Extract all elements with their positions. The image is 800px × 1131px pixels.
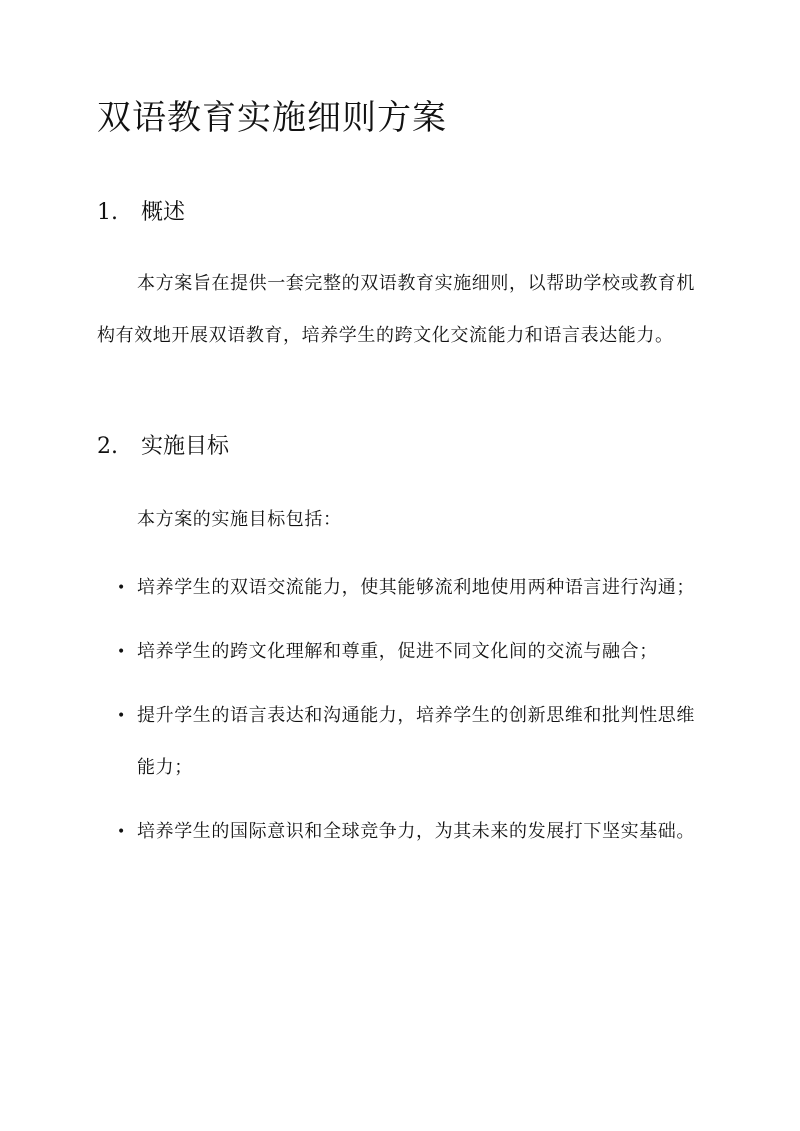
list-item-text: 培养学生的国际意识和全球竞争力，为其未来的发展打下坚实基础。 xyxy=(137,821,695,842)
goals-list xyxy=(97,562,702,870)
list-item-text: 培养学生的跨文化理解和尊重，促进不同文化间的交流与融合； xyxy=(137,641,658,662)
goals-intro: 本方案的实施目标包括： xyxy=(137,509,342,530)
list-item xyxy=(97,806,702,858)
list-item xyxy=(97,626,702,678)
section-number: 1. xyxy=(97,200,118,225)
bullet-icon: • xyxy=(117,708,126,724)
overview-paragraph: 本方案旨在提供一套完整的双语教育实施细则，以帮助学校或教育机构有效地开展双语教育，培养学生的跨文化交流能力和语言表达能力。 xyxy=(97,273,695,346)
section-title: 概述 xyxy=(141,200,186,225)
bullet-icon: • xyxy=(117,580,126,596)
list-item xyxy=(97,690,702,794)
bullet-icon: • xyxy=(117,824,126,840)
section-number: 2. xyxy=(97,434,118,459)
list-item-text: 提升学生的语言表达和沟通能力，培养学生的创新思维和批判性思维能力； xyxy=(137,705,695,778)
list-item-text: 培养学生的双语交流能力，使其能够流利地使用两种语言进行沟通； xyxy=(137,577,695,598)
section-heading-goals xyxy=(97,432,229,462)
bullet-icon: • xyxy=(117,644,126,660)
document-title: 双语教育实施细则方案 xyxy=(97,98,447,138)
section-title: 实施目标 xyxy=(141,434,230,459)
section-heading-overview xyxy=(97,198,185,228)
list-item xyxy=(97,562,702,614)
